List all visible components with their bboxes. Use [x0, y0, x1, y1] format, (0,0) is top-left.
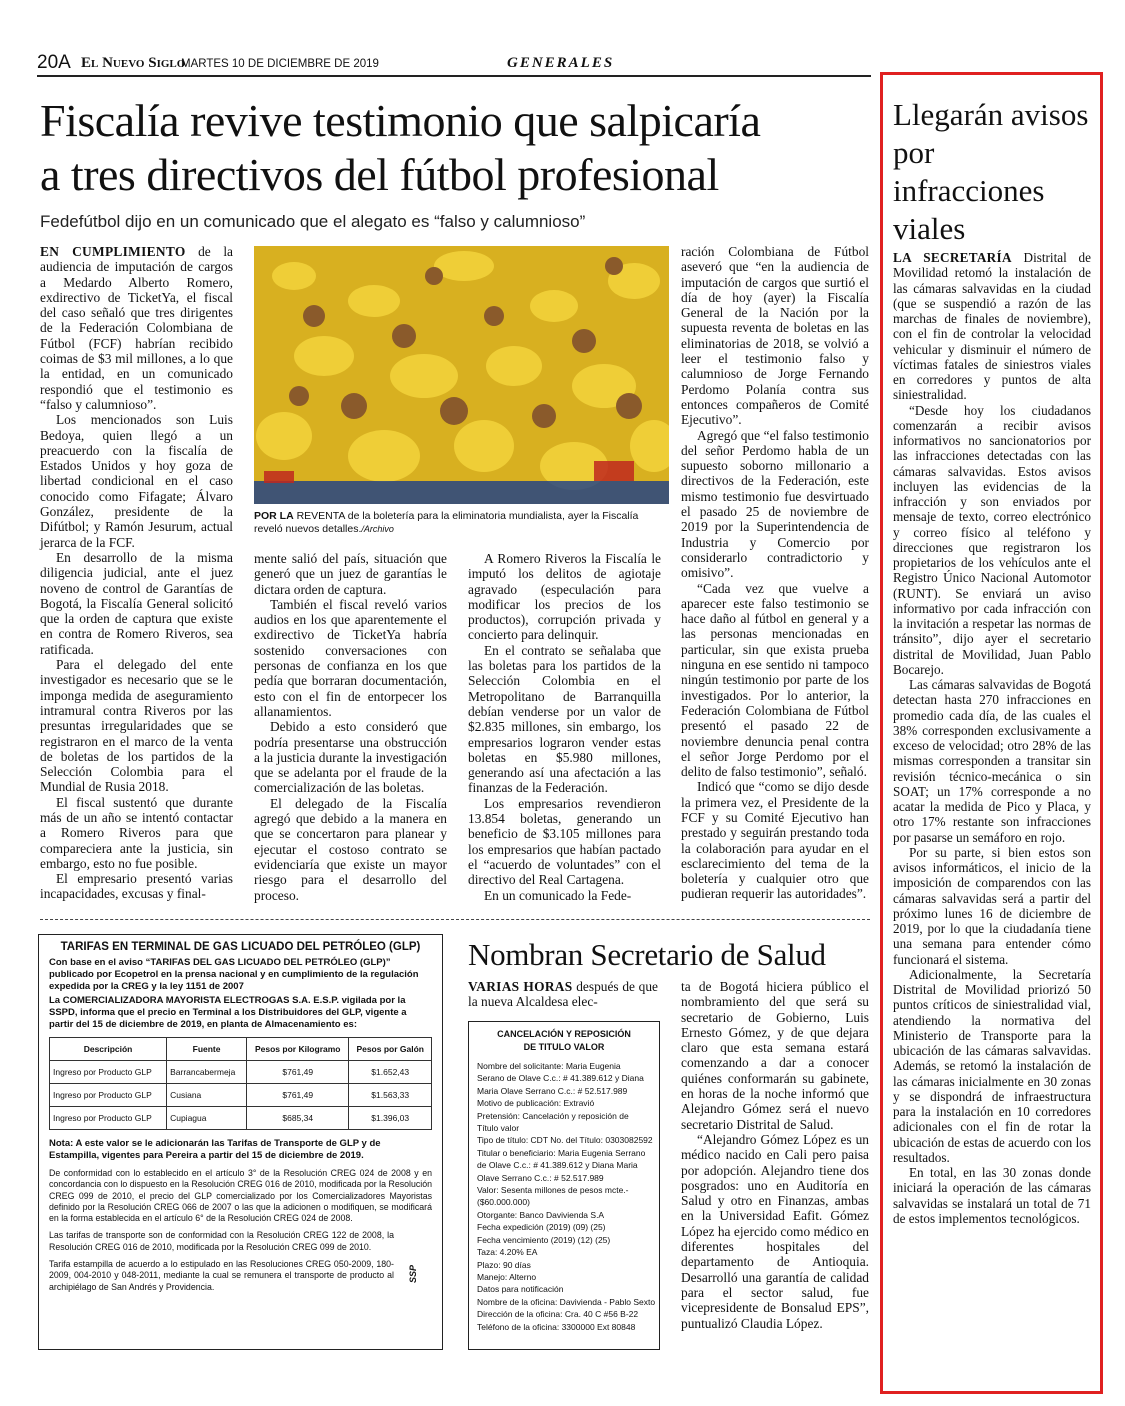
table-row: [50, 1084, 432, 1107]
lead-in: EN CUMPLIMIENTO: [40, 244, 186, 259]
notice-line: Taza: 4.20% EA: [477, 1247, 538, 1258]
notice-company: La COMERCIALIZADORA MAYORISTA ELECTROGAS S.A. E.S.P. vigilada por la SSPD, informa que el precio en Terminal a los Distribuidores del GLP, vigente a partir del 15 de diciembre de 2019, en planta de Almacenamiento es:: [49, 995, 407, 1030]
notice-line: Manejo: Alterno: [477, 1271, 537, 1282]
table-cell: Cusiana: [167, 1084, 247, 1107]
notice-line: Teléfono de la oficina: 3300000 Ext 80848: [477, 1321, 636, 1332]
ssp-logo: [404, 1239, 430, 1289]
notice-title: TARIFAS EN TERMINAL DE GAS LICUADO DEL PETRÓLEO (GLP): [60, 941, 421, 953]
ssp-logo-text: SSP: [408, 1264, 418, 1283]
section-divider: [40, 919, 870, 920]
notice-line: Serano de Olave C.c.: # 41.389.612 y Diana: [477, 1073, 644, 1084]
paragraph: ración Colombiana de Fútbol aseveró que “en la audiencia de imputación de cargos que surtió el día de hoy (ayer) la Fiscalía General de la Nación por la supuesta reventa de boletas en las eliminatorias de 2018, se volvió a leer el testimonio falso y calumnioso de Jorge Fernando Perdomo Polanía contra sus entonces compañeros de Comité Ejecutivo”.: [681, 244, 869, 428]
sidebar-body: [893, 250, 1091, 1226]
paragraph: Los mencionados son Luis Bedoya, quien llegó a un preacuerdo con la fiscalía de Estados Unidos y hoy goza de libertad condicional en el caso conocido como Fifagate; Álvaro González, presidente de la Difútbol; y Ramón Jesurum, actual jerarca de la FCF.: [40, 412, 233, 550]
main-headline: [40, 94, 880, 202]
stadium-crowd-photo: [254, 246, 669, 504]
paragraph: Las cámaras salvavidas de Bogotá detectan hasta 270 infracciones en promedio cada día, de las cuales el 38% corresponden exclusivamente a exceso de velocidad; otro 28% de las mismas corresponden a transitar sin revisión técnico-mecánica o sin SOAT; un 17% corresponde a no acatar la medida de Pico y Placa, y otro 17% restante son infracciones por pasarse un semáforo en rojo.: [893, 677, 1091, 845]
paragraph: En desarrollo de la misma diligencia judicial, ante el juez noveno de control de Garantías de Bogotá, la Fiscalía General solicitó que la orden de captura que existe en contra de Romero Riveros, sea ratificada.: [40, 549, 233, 657]
issue-date: MARTES 10 DE DICIEMBRE DE 2019: [181, 58, 379, 70]
paragraph: Los empresarios revendieron 13.854 boletas, generando un beneficio de $3.105 millones para los empresarios que habían pactado el “acuerdo de voluntades” con el directivo del Real Cartagena.: [468, 795, 661, 888]
notice-title: [477, 1028, 651, 1054]
notice-line: Plazo: 90 días: [477, 1259, 531, 1270]
notice-line: Dirección de la oficina: Cra. 40 C #56 B-22: [477, 1309, 639, 1320]
health-column-2: [681, 979, 869, 1331]
caption-text: REVENTA de la boletería para la eliminatoria mundialista, ayer la Fiscalía reveló nuevos detalles.: [254, 510, 639, 535]
glp-tariff-notice: [38, 934, 443, 1350]
lead-in: LA SECRETARÍA: [893, 250, 1012, 265]
table-cell: Ingreso por Producto GLP: [50, 1061, 167, 1084]
tariff-table: [49, 1037, 432, 1130]
notice-line: Valor: Sesenta millones de pesos mcte.-: [477, 1185, 629, 1196]
paragraph: En un comunicado la Fede-: [484, 887, 632, 903]
notice-line: ($60.000.000): [477, 1197, 530, 1208]
paragraph: Indicó que “como se dijo desde la primera vez, el Presidente de la FCF y su Comité Ejecutivo han prestado y seguirán prestando toda la colaboración para ayudar en el esclarecimiento del tema de la boletería y cualquier otro que pudieran requerir las autoridades”.: [681, 779, 869, 902]
crowd-illustration: [254, 246, 669, 504]
paragraph: El delegado de la Fiscalía agregó que debido a la manera en que se concertaron para planear y ejecutar el costoso contrato se evidenciaría que existe un mayor riesgo para el desarrollo del proceso.: [254, 795, 447, 903]
photo-credit: /Archivo: [361, 524, 394, 534]
table-cell: $1.563,33: [349, 1084, 432, 1107]
paragraph: Distrital de Movilidad retomó la instalación de las cámaras salvavidas en la ciudad (que se suspendió a razón de las marchas de finales de noviembre), con el fin de controlar la velocidad vehicular y disminuir el número de víctimas fatales de siniestros viales en corredores y puntos de alta siniestralidad.: [893, 250, 1091, 403]
subheadline: Fedefútbol dijo en un comunicado que el alegato es “falso y calumnioso”: [40, 212, 586, 231]
paragraph: También el fiscal reveló varios audios en los que aparentemente el exdirectivo de TicketYa habría sostenido conversaciones con personas de confianza en los que pedía que borraran documentación, esto con el fin de entorpecer los allanamientos.: [254, 596, 447, 719]
lead-in: VARIAS HORAS: [468, 979, 573, 994]
notice-line: Otorgante: Banco Davivienda S.A: [477, 1209, 605, 1220]
notice-line: Tipo de título: CDT No. del Título: 0303082592: [477, 1135, 653, 1146]
newspaper-name: El Nuevo Siglo: [81, 55, 186, 71]
table-cell: $1.396,03: [349, 1107, 432, 1130]
page-number: 20A: [37, 52, 71, 73]
paragraph: “Alejandro Gómez López es un médico nacido en Cali pero paisa por adopción. Alejandro tiene dos posgrados: uno en Auditoría en Salud y otro en Finanzas, ambas en la Universidad Eafit. Gómez López ha ejercido como médico en diferentes hospitales del departamento de Antioquia. Desarrolló una garantía de calidad para el sector salud, fue vicepresidente de Bonsalud EPS”, puntualizó Claudia López.: [681, 1131, 869, 1331]
caption-lead: POR LA: [254, 510, 294, 522]
notice-line: Fecha expedición (2019) (09) (25): [477, 1222, 606, 1233]
article-column-2: [254, 551, 447, 903]
health-lead-paragraph: [468, 979, 658, 1010]
notice-paragraph: Las tarifas de transporte son de conformidad con la Resolución CREG 122 de 2008, la Resolución CREG 016 de 2010, modificada por la Resolución CREG 099 de 2010.: [49, 1230, 394, 1252]
notice-line: Motivo de publicación: Extravió: [477, 1098, 595, 1109]
notice-paragraph: De conformidad con lo establecido en el artículo 3° de la Resolución CREG 024 de 2008 y en concordancia con lo dispuesto en la Resolución CREG 016 de 2010, modificada por la Resolución CREG 099 de 2010, el precio del GLP comercializado por los Comercializadores Mayoristas definido por la Resolución CREG 066 de 2007 o las que la adicionen o modifiquen, se modificará en la forma establecida en el artículo 6° de la Resolución CREG 024 de 2008.: [49, 1168, 432, 1224]
table-row: [50, 1061, 432, 1084]
table-row: [50, 1107, 432, 1130]
section-name: GENERALES: [507, 55, 615, 71]
table-header: [50, 1038, 432, 1061]
table-cell: Ingreso por Producto GLP: [50, 1107, 167, 1130]
column-header: Pesos por Kilogramo: [247, 1038, 349, 1061]
paragraph: A Romero Riveros la Fiscalía le imputó los delitos de agiotaje agravado (especulación para modificar los precios de los productos), corrupción privada y concierto para delinquir.: [468, 551, 661, 643]
health-headline: Nombran Secretario de Salud: [468, 937, 826, 972]
paragraph: Debido a esto consideró que podría presentarse una obstrucción a la justicia durante la investigación que se adelanta por el fraude de la comercialización de las boletas.: [254, 719, 447, 796]
paragraph: Por su parte, si bien estos son avisos informáticos, el inicio de la imposición de comparendos con las cámaras salvavidas será a partir del próximo lunes 16 de diciembre de 2019, por lo que la ciudadanía tiene una semana para entender cómo funcionará el sistema.: [893, 844, 1091, 967]
notice-intro: Con base en el aviso “TARIFAS DEL GAS LICUADO DEL PETRÓLEO (GLP)” publicado por Ecopetrol en la prensa nacional y en cumplimiento de la regulación expedida por la CREG y la ley 1151 de 2007: [49, 957, 419, 992]
notice-line: Nombre del solicitante: Maria Eugenia: [477, 1061, 621, 1071]
paragraph: “Cada vez que vuelve a aparecer este falso testimonio se hace daño al fútbol en general y a las personas mencionadas en particular, sin que exista prueba ninguna en ese sentido ni tampoco ningún testimonio por parte de los investigados. Por lo anterior, la Federación Colombiana de Fútbol presentó el pasado 22 de noviembre denuncia penal contra el señor Jorge Perdomo por el delito de falso testimonio”, señaló.: [681, 580, 869, 780]
article-column-4: [681, 244, 869, 902]
table-cell: $1.652,43: [349, 1061, 432, 1084]
paragraph: Para el delegado del ente investigador es necesario que se le imponga medida de aseguramiento intramural contra Riveros por las presuntas irregularidades que se registraron en el marco de la venta de boletas de los partidos de la Selección Colombia para el Mundial de Rusia 2018.: [40, 657, 233, 795]
column-header: Fuente: [167, 1038, 247, 1061]
table-cell: $761,49: [247, 1061, 349, 1084]
column-header: Pesos por Galón: [349, 1038, 432, 1061]
headline-line-1: Fiscalía revive testimonio que salpicaría: [40, 95, 761, 146]
paragraph: El fiscal sustentó que durante más de un año se intentó contactar a Romero Riveros para que compareciera ante la justicia, sin embargo, esto no fue posible.: [40, 794, 233, 871]
table-cell: Cupiagua: [167, 1107, 247, 1130]
notice-line: de Olave C.c.: # 41.389.612 y Diana Maria: [477, 1160, 638, 1171]
notice-title-line: CANCELACIÓN Y REPOSICIÓN: [497, 1029, 631, 1039]
notice-line: Datos para notificación: [477, 1284, 564, 1295]
masthead-rule: [37, 75, 871, 77]
paragraph: después de que la nueva Alcaldesa elec-: [468, 979, 658, 1010]
paragraph: Agregó que “el falso testimonio del señor Perdomo habla de un supuesto soborno millonario a directivos de la Federación, este mismo testimonio fue desvirtuado el pasado 25 de noviembre de 2019 por la Superintendencia de Industria y Comercio por considerarlo contradictorio y omisivo”.: [681, 427, 869, 581]
title-value-notice: [468, 1021, 660, 1350]
notice-details: [477, 1060, 656, 1333]
photo-caption: [254, 510, 669, 536]
notice-line: Fecha vencimiento (2019) (12) (25): [477, 1234, 611, 1245]
notice-paragraph: Tarifa estampilla de acuerdo a lo estipulado en las Resoluciones CREG 050-2009, 180-2009, 004-2010 y 048-2011, mediante la cual se remunera el transporte de producto al archipiélago de San Andrés y Providencia.: [49, 1259, 394, 1292]
notice-line: Pretensión: Cancelación y reposición de: [477, 1110, 629, 1121]
table-cell: Ingreso por Producto GLP: [50, 1084, 167, 1107]
paragraph: ta de Bogotá hiciera público el nombramiento del que será su secretario de Gobierno, Luis Ernesto Gómez, y de que dejara claro que esta semana estará comenzando a dar a conocer quiénes conformarán su gabinete, en horas de la noche informó que Alejandro Gómez será el nuevo secretario Distrital de Salud.: [681, 979, 869, 1132]
paragraph: Adicionalmente, la Secretaría Distrital de Movilidad priorizó 50 puntos críticos de siniestralidad vial, atendiendo la normativa del Ministerio de Transporte para la ubicación de las cámaras salvavidas. Además, se retomó la instalación de las cámaras inicialmente en 30 zonas y se dispondrá de infraestructura para la instalación en 10 corredores adicionales con el fin de rotar la ubicación de estas de acuerdo con los resultados.: [893, 966, 1091, 1165]
article-column-1: [40, 244, 233, 902]
headline-line-2: a tres directivos del fútbol profesional: [40, 149, 719, 200]
notice-note: Nota: A este valor se le adicionarán las Tarifas de Transporte de GLP y de Estampilla, vigentes para Pereira a partir del 15 de diciembre de 2019.: [49, 1138, 381, 1161]
paragraph: El empresario presentó varias incapacidades, excusas y final-: [40, 871, 233, 902]
paragraph: En el contrato se señalaba que las boletas para los partidos de la Selección Colombia en el Metropolitano de Barranquilla debían venderse por un valor de $2.835 millones, sin embargo, los empresarios lograron vender estas boletas en $5.980 millones, generando así una afectación a las finanzas de la Federación.: [468, 642, 661, 796]
paragraph: de la audiencia de imputación de cargos a Medardo Alberto Romero, exdirectivo de TicketYa, el fiscal del caso señaló que tres dirigentes de la Federación Colombiana de Fútbol (FCF) habrían recibido coimas de $3 mil millones, a lo que la entidad, en un comunicado respondió que el testimonio es “falso y calumnioso”.: [40, 244, 233, 412]
notice-line: Titular o beneficiario: Maria Eugenia Serrano: [477, 1147, 646, 1158]
table-cell: Barrancabermeja: [167, 1061, 247, 1084]
table-cell: $685,34: [247, 1107, 349, 1130]
notice-line: Título valor: [477, 1123, 520, 1134]
article-column-3: [468, 551, 661, 903]
sidebar-headline: Llegarán avisos por infracciones viales: [893, 97, 1089, 246]
notice-line: Maria Olave Serrano C.c.: # 52.517.989: [477, 1085, 628, 1096]
notice-line: Nombre de la oficina: Davivienda - Pablo Sexto: [477, 1296, 656, 1307]
notice-title-line: DE TITULO VALOR: [523, 1042, 605, 1052]
paragraph: En total, en las 30 zonas donde iniciará la operación de las cámaras salvavidas se instalará un total de 71 de estos implementos tecnológicos.: [893, 1165, 1091, 1226]
notice-line: Olave Serrano C.c.: # 52.517.989: [477, 1172, 604, 1183]
table-cell: $761,49: [247, 1084, 349, 1107]
paragraph: “Desde hoy los ciudadanos comenzarán a recibir avisos informativos no sancionatorios por las infracciones detectadas con las cámaras salvavidas. Estos avisos incluyen las evidencias de la infracción y son enviados por mensaje de texto, correo electrónico y correo físico al teléfono y direcciones que registraron los propietarios de los vehículos ante el Registro Único Nacional Automotor (RUNT). Se enviará un aviso informativo por cada infracción con la invitación a respetar las normas de tránsito”, dijo ayer el secretario distrital de Movilidad, Juan Pablo Bocarejo.: [893, 402, 1091, 677]
column-header: Descripción: [50, 1038, 167, 1061]
paragraph: mente salió del país, situación que generó que un juez de garantías le dictara orden de captura.: [254, 551, 447, 597]
